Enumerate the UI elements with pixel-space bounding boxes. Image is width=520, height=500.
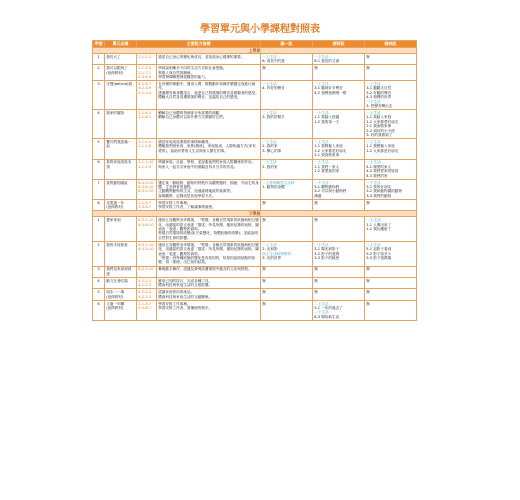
textbook-lesson: 無	[314, 278, 318, 283]
unit-name-line: 周末一一場	[106, 290, 125, 295]
textbook-grade: 二上生活	[262, 111, 277, 116]
indicator-codes	[137, 278, 157, 289]
table-body	[93, 48, 417, 321]
unit-name-line: 又過一年囉	[106, 301, 125, 306]
textbook-lesson: 1-2 大家都愛好朋友	[366, 119, 399, 124]
textbook-lesson: 3-2 我和動物園的動物	[366, 189, 402, 194]
indicator-code: 4-2-3-9	[138, 86, 152, 91]
textbook-lesson: 2-2 到好的小天使	[366, 128, 395, 133]
hanlin-cell	[365, 110, 417, 139]
ban1-cell	[261, 266, 313, 277]
indicator-text: 應用已知的技巧，完成各種工具。	[158, 278, 213, 283]
table-row	[93, 300, 417, 320]
textbook-grade: 一上生活	[366, 82, 381, 87]
ban1-cell	[261, 159, 313, 179]
textbook-lesson: 1-2 我的第一天	[314, 119, 340, 124]
table-header-row	[93, 41, 417, 48]
textbook-lesson: 4-3 相聲的世界	[366, 95, 392, 100]
textbook-lesson: 3. 把聲音傳出去	[366, 104, 393, 109]
textbook-lesson: 3. 開心的事	[262, 148, 282, 153]
unit-name	[105, 289, 137, 300]
unit-name-line: 動刀在者吃場	[106, 278, 128, 283]
textbook-lesson: 6-3 期待新生活	[314, 314, 340, 319]
unit-name-line: 守護(behind)我	[106, 82, 133, 87]
textbook-lesson: 無	[366, 200, 370, 205]
unit-name-line: 畫家來到	[106, 218, 121, 223]
indicator-text: 在音樂的律動中，運用人聲、肢體動作和操作樂器完成進行創作。	[158, 82, 256, 91]
indicator-desc	[157, 110, 261, 139]
unit-name	[105, 179, 137, 199]
unit-name	[105, 278, 137, 289]
indicator-codes	[137, 179, 157, 199]
indicator-desc	[157, 81, 261, 110]
table-row	[93, 217, 417, 242]
indicator-code: 9-3-8-7	[138, 205, 152, 210]
textbook-grade: 一上生活	[314, 242, 329, 247]
textbook-lesson: 無	[262, 290, 266, 295]
indicator-text: 體會科技與家庭生活的互動關係。	[158, 294, 213, 299]
textbook-lesson: 無	[366, 290, 370, 295]
hanlin-cell	[365, 289, 417, 300]
unit-name-line: 我家的寵物	[106, 111, 125, 116]
textbook-lesson: 無	[314, 267, 318, 272]
indicator-desc	[157, 300, 261, 320]
textbook-grade: 二上生活	[366, 242, 381, 247]
indicator-code: 8-3-1-10	[138, 242, 154, 247]
unit-name-line: 我的手探探查	[106, 242, 128, 247]
indicator-code: 1-1-4-4	[138, 140, 152, 145]
indicator-code: 9-3-6-9	[138, 75, 152, 80]
indicator-code: 2-1-5-7	[138, 301, 152, 306]
indicator-code: 4-2-2-3	[138, 294, 152, 299]
indicator-desc	[157, 278, 261, 289]
indicator-code: 8-3-6-10	[138, 222, 154, 227]
kangxuan-cell	[313, 289, 365, 300]
row-number: 3	[93, 266, 105, 277]
unit-name	[105, 54, 137, 65]
kangxuan-cell	[313, 179, 365, 199]
indicator-text: 描述家庭成員要做的事情和職責。	[158, 140, 213, 145]
textbook-grade: 二上生活	[314, 140, 329, 145]
col-header-kangxuan: 康軒版	[313, 41, 365, 48]
ban1-cell	[261, 278, 313, 289]
hanlin-cell	[365, 159, 417, 179]
textbook-lesson: 1. 動物的身體	[262, 184, 285, 189]
row-number: 1	[93, 54, 105, 65]
indicator-code: 8-3-3-10	[138, 267, 154, 272]
textbook-lesson: 無	[262, 200, 266, 205]
textbook-grade: 一上生活	[314, 160, 329, 165]
indicator-code: 1-1-1-9	[138, 164, 152, 169]
unit-name-line: (延伸教材)	[106, 306, 124, 311]
indicator-code: 2-1-5-5	[138, 66, 152, 71]
indicator-desc	[157, 289, 261, 300]
textbook-grade: 一上生活	[262, 54, 277, 59]
unit-name-line: (延伸教材)	[106, 205, 124, 210]
textbook-lesson: 3. 我的好幫手	[262, 115, 285, 120]
indicator-text: 體驗大自然及周遭環境的聲音，並溫故自己的感受。	[158, 95, 241, 100]
unit-name	[105, 199, 137, 210]
kangxuan-cell	[313, 81, 365, 110]
indicator-text: 「察覺」到每種狀態的變化是有原因的，依原因說明狀態的改變，再「推理」出已知的結果。	[158, 255, 256, 265]
indicator-text: 瞭解自己身體的每個部分所需要的照顧，	[158, 111, 223, 116]
col-header-ban1: 國一版	[261, 41, 313, 48]
row-number: 5	[93, 139, 105, 159]
ban1-cell	[261, 300, 313, 320]
unit-name-line: 我可以跟到了	[106, 66, 128, 71]
indicator-text: 體會科技與家庭生活的互相影響。	[158, 283, 213, 288]
indicator-code: 8-3-2-10	[138, 247, 154, 252]
textbook-lesson: 1-1 我們一家人	[314, 164, 340, 169]
indicator-desc	[157, 54, 261, 65]
indicator-code: 2-1-2-1	[138, 54, 152, 59]
textbook-lesson: 2. 光和影	[262, 247, 278, 252]
indicator-code: 1-1-1-10	[138, 160, 154, 165]
indicator-desc	[157, 266, 261, 277]
indicator-desc	[157, 179, 261, 199]
kangxuan-cell	[313, 278, 365, 289]
indicator-code: 2-1-6-1	[138, 115, 152, 120]
unit-name	[105, 81, 137, 110]
col-header-unit: 單元名稱	[105, 41, 137, 48]
indicator-code: 2-1-2-6	[138, 144, 152, 149]
kangxuan-cell	[313, 110, 365, 139]
indicator-text: 描述自己身心的變化與成長，並知道身心健康的重要。	[158, 54, 245, 59]
textbook-lesson: 無	[314, 218, 318, 223]
table-row	[93, 159, 417, 179]
curriculum-table	[92, 40, 417, 321]
unit-name-line: 我們見來拿到到達	[106, 267, 132, 276]
textbook-grade: 一上生活	[262, 140, 277, 145]
indicator-desc	[157, 139, 261, 159]
textbook-lesson: 無	[366, 66, 370, 71]
unit-name	[105, 217, 137, 242]
textbook-lesson: 3-3 影子的秘密	[314, 255, 340, 260]
kangxuan-cell	[313, 241, 365, 266]
textbook-lesson: 4-3 我們的家	[366, 173, 388, 178]
kangxuan-cell	[313, 159, 365, 179]
table-row	[93, 65, 417, 81]
table-row	[93, 278, 417, 289]
textbook-lesson: 無	[262, 218, 266, 223]
kangxuan-cell	[313, 266, 365, 277]
textbook-grade: 二上生活	[366, 140, 381, 145]
textbook-grade: 一上生活	[366, 160, 381, 165]
row-number: 5	[93, 289, 105, 300]
indicator-code: 4-2-2-2	[138, 290, 152, 295]
semester-label: 下學期	[93, 211, 417, 217]
indicator-text: 體驗我們到家庭、家族(親戚)，家庭組成、人際相處方式(家有愛的)，協助有愛的人生活與家人幫忙的事。	[158, 144, 256, 153]
indicator-text: 透過聲音與身體語言，表達自己對環境的聲音及照顧者的感受。	[158, 90, 259, 95]
unit-name-line: 寶貝們我認識一起	[106, 140, 132, 149]
unit-name-line: 光電過一年	[106, 200, 125, 205]
col-header-number: 序號	[94, 41, 103, 46]
hanlin-cell	[365, 278, 417, 289]
hanlin-cell	[365, 217, 417, 242]
textbook-lesson: 無	[314, 290, 318, 295]
ban1-cell	[261, 110, 313, 139]
textbook-lesson: 3-1 聽聽大自然	[366, 86, 392, 91]
textbook-lesson: 無	[262, 278, 266, 283]
indicator-text: 運用五官觀察身旁環境，「察覺」各種自然現象的狀態與相互變化，用適當的語言表達「描述」所見所聞，運用紀錄的表格、圖表表「表達」觀察的資料。	[158, 242, 259, 256]
indicator-codes	[137, 289, 157, 300]
indicator-text: 學到說明種多不同的生活方式和社會型態。	[158, 66, 227, 71]
col-header-hanlin: 翰林版	[365, 41, 417, 48]
indicator-desc	[157, 199, 261, 210]
indicator-text: 察覺人與自然的關係。	[158, 70, 195, 75]
textbook-grade: 二上生活	[314, 301, 329, 306]
ban1-cell	[261, 199, 313, 210]
textbook-lesson: 2-1 我會做家事	[314, 153, 340, 158]
indicator-text: 運用五官觀察身旁環境，「察覺」各種自然現象的狀態與相互變化，用適當的語言表達「描述」所見所聞，運用紀錄的表格、圖表表「表達」觀察的資料。	[158, 218, 259, 231]
hanlin-cell	[365, 65, 417, 81]
ban1-cell	[261, 289, 313, 300]
unit-name-line: (延伸教材)	[106, 294, 124, 299]
textbook-lesson: 無	[366, 54, 370, 59]
textbook-grade: 二上你問與答生活科	[262, 180, 295, 185]
indicator-text: 說明觀察、記錄或是其他學習方法。	[158, 193, 216, 198]
unit-name-line: (延伸教材)	[106, 70, 124, 75]
textbook-grade: 二上生活	[262, 242, 277, 247]
textbook-lesson: 3-1 聽到好多聲音	[314, 86, 343, 91]
indicator-text: 辨識家庭、社區、學校、並說服他們的家庭人際關係的作用。	[158, 160, 256, 165]
textbook-lesson: 3-3 我們的動物	[366, 193, 392, 198]
kangxuan-cell	[313, 217, 365, 242]
indicator-desc	[157, 241, 261, 266]
textbook-lesson: 1-2 我愛我的家	[314, 169, 340, 174]
hanlin-cell	[365, 241, 417, 266]
textbook-lesson: 無	[366, 267, 370, 272]
indicator-code: 8-3-3-10	[138, 180, 154, 185]
textbook-lesson: 1-2 大家都是好朋友	[366, 148, 399, 153]
textbook-lesson: 無	[314, 200, 318, 205]
kangxuan-cell	[313, 139, 365, 159]
indicator-text: 參與動手操作，認識及發現周遭環境中蘊含的文化與特質。	[158, 267, 252, 272]
textbook-lesson: 5-3 影子遊戲場	[366, 255, 392, 260]
unit-name	[105, 241, 137, 266]
textbook-lesson: 無	[262, 66, 266, 71]
unit-name	[105, 110, 137, 139]
indicator-codes	[137, 81, 157, 110]
kangxuan-cell	[313, 65, 365, 81]
textbook-lesson: 無	[262, 301, 266, 306]
ban1-cell	[261, 81, 313, 110]
textbook-lesson: 4-2 相聲遊戲唱一唱	[314, 90, 347, 95]
ban1-cell	[261, 65, 313, 81]
table-row	[93, 54, 417, 65]
textbook-lesson: 1-2 我玩魔術了	[366, 226, 392, 231]
textbook-lesson: 無	[262, 267, 266, 272]
indicator-code: 2-1-7-1	[138, 70, 152, 75]
kangxuan-cell	[313, 54, 365, 65]
table-row	[93, 81, 417, 110]
indicator-codes	[137, 54, 157, 65]
indicator-text: 選定某一類植物、動物的特徵作為觀察題材，描繪，介紹它的身體、生長發育的過程。	[158, 180, 259, 189]
textbook-lesson: 3-1 我的好朋友	[366, 184, 392, 189]
textbook-lesson: 1-1 我輕鬆入家庭	[314, 144, 343, 149]
textbook-lesson: 無	[366, 278, 370, 283]
indicator-codes	[137, 300, 157, 320]
textbook-grade: 一上生活	[366, 218, 381, 223]
textbook-lesson: 3. 好的我做到了	[366, 133, 393, 138]
hanlin-cell	[365, 54, 417, 65]
semester-label: 上學期	[93, 48, 417, 54]
indicator-code: 4-2-2-2	[138, 278, 152, 283]
ban1-cell	[261, 217, 313, 242]
textbook-grade: 四上生活科學教材	[262, 251, 291, 256]
hanlin-cell	[365, 179, 417, 199]
indicator-text: 認識家庭常用的產品。	[158, 290, 195, 295]
indicator-text: 學習發揮聯想發展構思的能力。	[158, 75, 209, 80]
indicator-code: 8-3-1-10	[138, 218, 154, 223]
row-number: 6	[93, 300, 105, 320]
textbook-lesson: 1-1 人偶出來了	[366, 222, 392, 227]
unit-name-line: 我的動物園區	[106, 180, 128, 185]
indicator-code: 2-1-5-7	[138, 200, 152, 205]
ban1-cell	[261, 139, 313, 159]
indicator-codes	[137, 159, 157, 179]
indicator-text: 瞭解自己身體可以用什麼方式照顧好它們。	[158, 115, 227, 120]
indicator-text: 學習安排工作事務。	[158, 301, 191, 306]
textbook-lesson: 2-1 我會做家事	[366, 124, 392, 129]
hanlin-cell	[365, 81, 417, 110]
textbook-lesson: 2. 我的家	[262, 164, 278, 169]
hanlin-cell	[365, 300, 417, 320]
row-number: 4	[93, 278, 105, 289]
textbook-grade: 一上生活	[366, 111, 381, 116]
indicator-text: 察覺自然環境的改變(如天氣變化、物體狀態的改變)，並能說明自然對生命的影響。	[158, 231, 259, 240]
textbook-lesson: 3-1 觀察動物們	[314, 184, 340, 189]
textbook-lesson: 3. 光的世界	[262, 255, 282, 260]
textbook-lesson: 4. 有好的聲音	[262, 86, 285, 91]
ban1-cell	[261, 54, 313, 65]
textbook-lesson: 1-2 大家都是好朋友	[314, 148, 347, 153]
textbook-lesson: 溝通	[314, 193, 322, 198]
table-row	[93, 139, 417, 159]
textbook-lesson: 5-2 影子知多少	[366, 251, 392, 256]
indicator-codes	[137, 241, 157, 266]
indicator-codes	[137, 266, 157, 277]
hanlin-cell	[365, 266, 417, 277]
row-number: 2	[93, 65, 105, 81]
textbook-lesson: 4-2 我們愛家的原因	[366, 169, 399, 174]
row-number: 1	[93, 217, 105, 242]
row-number: 4	[93, 110, 105, 139]
indicator-code: 8-3-6-10	[138, 184, 154, 189]
unit-name	[105, 266, 137, 277]
row-number: 2	[93, 241, 105, 266]
indicator-text: 與家人一起分享家庭中的照顧及每月分享的作品。	[158, 164, 238, 169]
table-row	[93, 289, 417, 300]
kangxuan-cell	[313, 199, 365, 210]
indicator-codes	[137, 199, 157, 210]
textbook-lesson: 6. 成長中的我	[262, 59, 285, 64]
textbook-lesson: 無	[314, 66, 318, 71]
indicator-code: 9-3-8-7	[138, 306, 152, 311]
textbook-lesson: 4-1 親愛的家人	[366, 164, 392, 169]
col-header-indicators: 主要能力指標	[137, 41, 261, 48]
row-number: 7	[93, 179, 105, 199]
ban1-cell	[261, 179, 313, 199]
table-row	[93, 110, 417, 139]
indicator-code: 4-2-2-3	[138, 283, 152, 288]
textbook-lesson: 1-1 我輕鬆入家庭	[366, 144, 395, 149]
indicator-code: 8-3-5-10	[138, 189, 154, 194]
textbook-grade: 一上生活	[314, 82, 329, 87]
unit-name-line: 我長大了	[106, 54, 121, 59]
indicator-text: 學習安排工作者，了解讓事情流程。	[158, 205, 216, 210]
indicator-desc	[157, 217, 261, 242]
textbook-grade: 一下生活	[366, 99, 381, 104]
row-number: 3	[93, 81, 105, 110]
unit-name	[105, 300, 137, 320]
textbook-grade: 一下生活	[314, 180, 329, 185]
textbook-grade: 二下生活	[314, 310, 329, 315]
textbook-lesson: 1-1 我踏入家庭	[366, 115, 392, 120]
textbook-lesson: 無	[366, 301, 370, 306]
indicator-codes	[137, 139, 157, 159]
textbook-grade: 一下生活	[366, 180, 381, 185]
row-number: 8	[93, 199, 105, 210]
unit-name	[105, 159, 137, 179]
textbook-lesson: 5-1 祖影子看到	[366, 247, 392, 252]
indicator-text: 學習安排工作事務。	[158, 200, 191, 205]
textbook-lesson: 3-1 陽光和影子	[314, 247, 340, 252]
textbook-lesson: 1-1 我踏入校園	[314, 115, 340, 120]
indicator-text: 主動觀察動物的生活，加速處理地區的資源等。	[158, 189, 234, 194]
indicator-code: 4-2-4-7	[138, 82, 152, 87]
table-row	[93, 179, 417, 199]
unit-name	[105, 139, 137, 159]
textbook-lesson: 5-1 一年的過去了	[314, 306, 343, 311]
indicator-codes	[137, 110, 157, 139]
ban1-cell	[261, 241, 313, 266]
indicator-code: 2-1-6-1	[138, 111, 152, 116]
textbook-grade: 一上生活	[262, 160, 277, 165]
indicator-text: 學習安排工作者，看懂理的程序。	[158, 306, 213, 311]
textbook-lesson: 3-2 可以與小動物們	[314, 189, 347, 194]
row-number: 6	[93, 159, 105, 179]
unit-name	[105, 65, 137, 81]
indicator-code: 5-2-3-4	[138, 90, 152, 95]
textbook-lesson: 3-2 影子的遊戲	[314, 251, 340, 256]
table-row	[93, 266, 417, 277]
page-title: 學習單元與小學課程對照表	[200, 24, 320, 35]
unit-name-line: 我的家庭成員本領	[106, 160, 132, 169]
indicator-desc	[157, 159, 261, 179]
textbook-grade: 一上生活	[262, 82, 277, 87]
textbook-lesson: 6-1 我長的又那	[314, 59, 340, 64]
kangxuan-cell	[313, 300, 365, 320]
indicator-desc	[157, 65, 261, 81]
textbook-grade: 一上生活	[314, 111, 329, 116]
textbook-grade: 一下生活	[314, 54, 329, 59]
textbook-lesson: 3-2 好聽的聲音	[366, 90, 392, 95]
hanlin-cell	[365, 139, 417, 159]
table-row	[93, 241, 417, 266]
textbook-lesson: 2. 我的家	[262, 144, 278, 149]
indicator-codes	[137, 65, 157, 81]
hanlin-cell	[365, 199, 417, 210]
table-row	[93, 199, 417, 210]
indicator-codes	[137, 217, 157, 242]
